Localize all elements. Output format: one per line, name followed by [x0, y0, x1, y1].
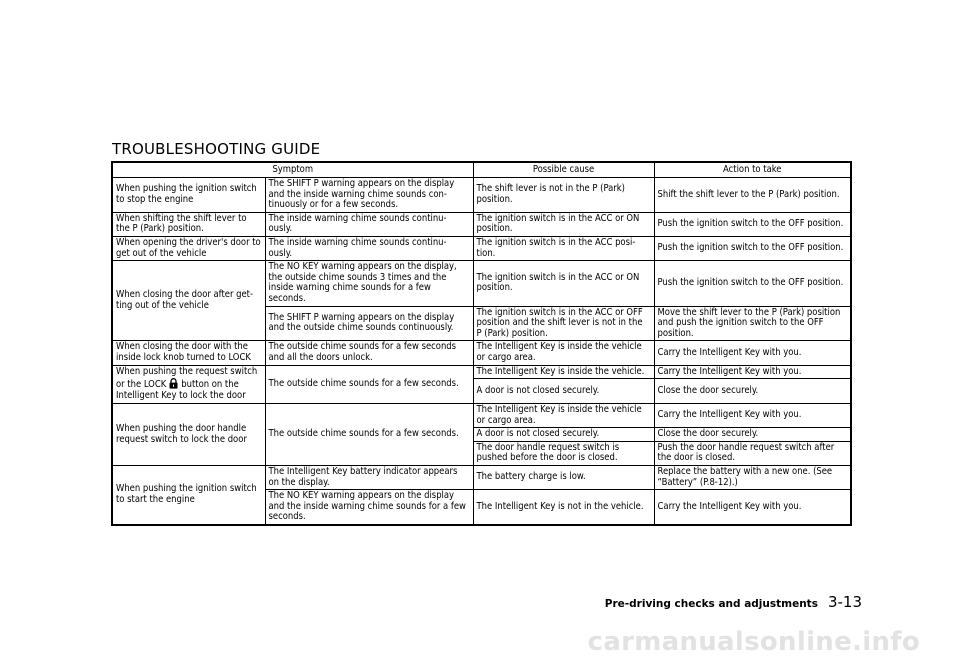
cause-cell: A door is not closed securely. — [473, 379, 654, 404]
situation-cell: When pushing the door handle request switch to lock the door — [112, 404, 265, 466]
situation-cell: When closing the door after get- ting out of the vehicle — [112, 261, 265, 341]
troubleshooting-table — [111, 161, 852, 526]
cause-cell: The door handle request switch is pushed before the door is closed. — [473, 441, 654, 465]
symptom-cell: The inside warning chime sounds continu- ously. — [265, 212, 473, 236]
situation-cell: When opening the driver's door to get out of the vehicle — [112, 236, 265, 260]
cause-cell: A door is not closed securely. — [473, 428, 654, 442]
situation-cell: When pushing the ignition switch to start the engine — [112, 466, 265, 525]
symptom-cell: The SHIFT P warning appears on the display and the outside chime sounds continuously. — [265, 306, 473, 341]
cause-cell: The ignition switch is in the ACC or OFF position and the shift lever is not in the P (Park) position. — [473, 306, 654, 341]
table-row — [112, 236, 851, 260]
cause-cell: The ignition switch is in the ACC or ON position. — [473, 261, 654, 306]
action-cell: Shift the shift lever to the P (Park) position. — [654, 178, 851, 213]
cause-cell: The Intelligent Key is inside the vehicle. — [473, 365, 654, 379]
cause-cell: The shift lever is not in the P (Park) position. — [473, 178, 654, 213]
situation-cell: When shifting the shift lever to the P (Park) position. — [112, 212, 265, 236]
symptom-cell: The outside chime sounds for a few seconds. — [265, 365, 473, 404]
action-cell: Carry the Intelligent Key with you. — [654, 365, 851, 379]
padlock-icon — [169, 378, 178, 389]
cause-cell: The battery charge is low. — [473, 466, 654, 490]
page-title: TROUBLESHOOTING GUIDE — [112, 140, 321, 158]
table-header-row — [112, 162, 851, 178]
cause-cell: The Intelligent Key is inside the vehicle or cargo area. — [473, 404, 654, 428]
table-row — [112, 212, 851, 236]
footer-section-title: Pre-driving checks and adjustments — [604, 598, 818, 610]
action-cell: Push the ignition switch to the OFF position. — [654, 212, 851, 236]
action-cell: Push the ignition switch to the OFF position. — [654, 261, 851, 306]
situation-text-b: button on the Intelligent Key to lock the door — [116, 379, 246, 401]
symptom-cell: The NO KEY warning appears on the display, the outside chime sounds 3 times and the inside warning chime sounds for a few seconds. — [265, 261, 473, 306]
action-cell: Carry the Intelligent Key with you. — [654, 490, 851, 525]
table-row — [112, 466, 851, 490]
action-cell: Close the door securely. — [654, 428, 851, 442]
symptom-cell: The inside warning chime sounds continu- ously. — [265, 236, 473, 260]
page-number: 3-13 — [827, 593, 862, 611]
situation-text-a: When pushing the request switch or the LOCK — [116, 366, 258, 390]
table-row — [112, 261, 851, 306]
header-possible-cause: Possible cause — [473, 162, 654, 178]
cause-cell: The Intelligent Key is not in the vehicle. — [473, 490, 654, 525]
action-cell: Push the ignition switch to the OFF position. — [654, 236, 851, 260]
symptom-cell: The outside chime sounds for a few seconds and all the doors unlock. — [265, 341, 473, 365]
symptom-cell: The outside chime sounds for a few seconds. — [265, 404, 473, 466]
table-row — [112, 341, 851, 365]
cause-cell: The ignition switch is in the ACC posi- tion. — [473, 236, 654, 260]
header-action: Action to take — [654, 162, 851, 178]
action-cell: Move the shift lever to the P (Park) position and push the ignition switch to the OFF position. — [654, 306, 851, 341]
action-cell: Carry the Intelligent Key with you. — [654, 404, 851, 428]
table-row — [112, 404, 851, 428]
header-symptom: Symptom — [112, 162, 473, 178]
situation-cell — [112, 365, 265, 404]
cause-cell: The Intelligent Key is inside the vehicle or cargo area. — [473, 341, 654, 365]
situation-cell: When pushing the ignition switch to stop the engine — [112, 178, 265, 213]
table-row — [112, 178, 851, 213]
watermark: carmanualsonline.info — [587, 627, 920, 657]
action-cell: Push the door handle request switch after the door is closed. — [654, 441, 851, 465]
action-cell: Replace the battery with a new one. (See “Battery” (P.8-12).) — [654, 466, 851, 490]
action-cell: Close the door securely. — [654, 379, 851, 404]
situation-cell: When closing the door with the inside lock knob turned to LOCK — [112, 341, 265, 365]
symptom-cell: The SHIFT P warning appears on the display and the inside warning chime sounds con- tinuously or for a few seconds. — [265, 178, 473, 213]
symptom-cell: The NO KEY warning appears on the display and the inside warning chime sounds for a few seconds. — [265, 490, 473, 525]
action-cell: Carry the Intelligent Key with you. — [654, 341, 851, 365]
cause-cell: The ignition switch is in the ACC or ON position. — [473, 212, 654, 236]
table-row — [112, 365, 851, 379]
symptom-cell: The Intelligent Key battery indicator appears on the display. — [265, 466, 473, 490]
page-footer — [605, 592, 862, 611]
